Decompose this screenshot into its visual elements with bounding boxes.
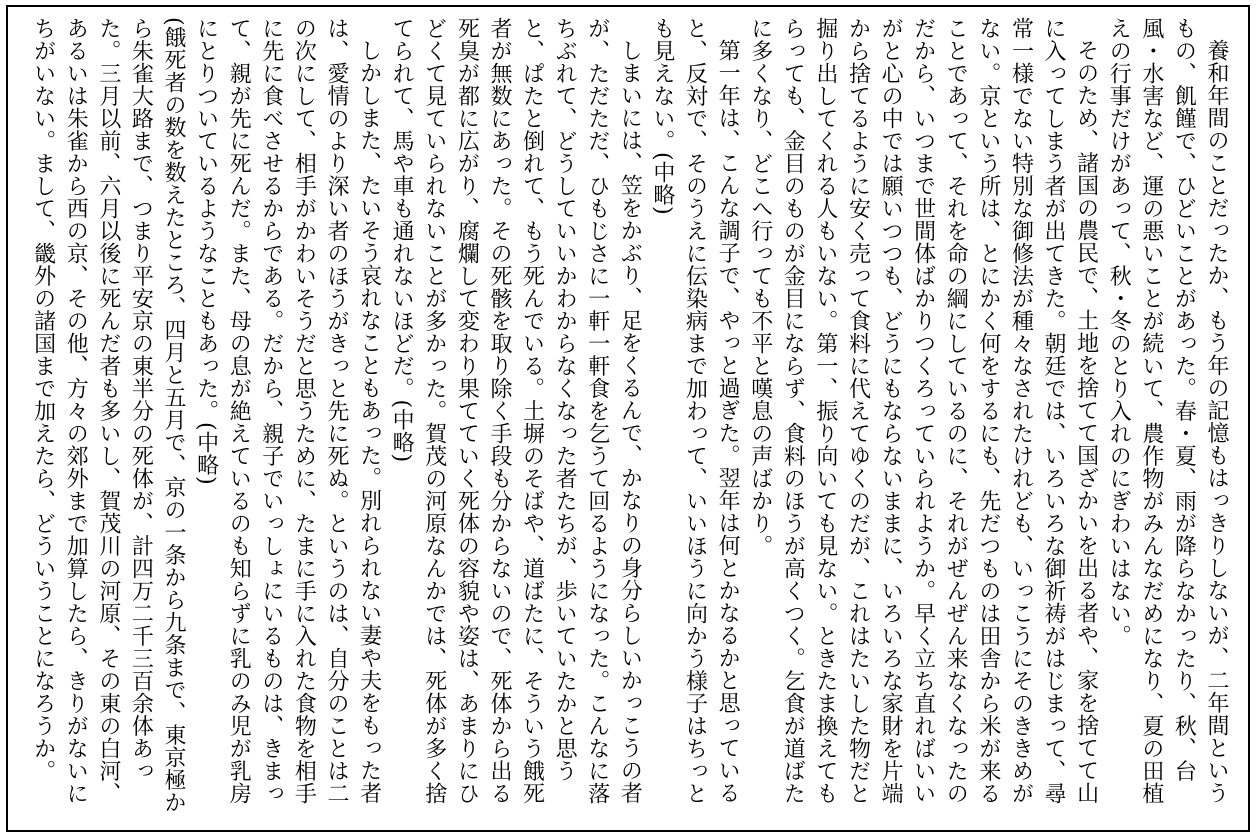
paragraph-5: しかしまた、たいそう哀れなこともあった。別れられない妻や夫をもった者は、愛情のより深い者のほうがきっと先に死ぬ。というのは、自分のことは二の次にして、相手がかわいそうだと思うために、たまに手に入れた食物を相手に先に食べさせるからである。だから、親子でいっしょにいるものは、きまって、親が先に死んだ。また、母の息が絶えているのも知らずに乳のみ児が乳房にとりついているようなこともあった。(中略): [193, 17, 382, 805]
paragraph-1: 養和年間のことだったか、もう年の記憶もはっきりしないが、二年間というもの、飢饉で、ひどいことがあった。春・夏、雨が降らなかったり、秋、台風・水害など、運の悪いことが続いて、農作物がみんなだめになり、夏の田植えの行事だけがあって、秋・冬のとり入れのにぎわいはない。: [1106, 17, 1229, 805]
paragraph-2: そのため、諸国の農民で、土地を捨てて国ざかいを出る者や、家を捨てて山に入ってしまう者が出てきた。朝廷では、いろいろな御祈祷がはじまって、尋常一様でない特別な御修法が種々なされたけれども、いっこうにそのききめがない。京という所は、とにかく何をするにも、先だつものは田舎から米が来ることであって、それを命の綱にしているのに、それがぜんぜん来なくなったのだから、いつまで世間体ばかりつくろっていられようか。早く立ち直ればいいがと心の中では願いつつも、どうにもならないままに、いろいろな家財を片端から捨てるように安く売って食料に代えてゆくのだが、これはたいした物だと掘り出してくれる人もいない。第一、振り向いても見ない。ときたま換えてもらっても、金目のものが金目にならず、食料のほうが高くつく。乞食が道ばたに多くなり、どこへ行っても不平と嘆息の声ばかり。: [747, 17, 1099, 805]
paragraph-4: しまいには、笠をかぶり、足をくるんで、かなりの身分らしいかっこうの者が、ただただ、ひもじさに一軒一軒食を乞うて回るようになった。こんなに落ちぶれて、どうしていいかわからなくなった者たちが、歩いていたかと思うと、ぱたと倒れて、もう死んでいる。土塀のそばや、道ばたに、そういう餓死者が無数にあった。その死骸を取り除く手段も分からないので、死体から出る死臭が都に広がり、腐爛して変わり果てていく死体の容貌や姿は、あまりにひどくて見ていられないことが多かった。賀茂の河原なんかでは、死体が多く捨てられて、馬や車も通れないほどだ。(中略): [389, 17, 643, 805]
document-page: [6, 5, 1250, 832]
paragraph-6: (餓死者の数を数えたところ、四月と五月で、京の一条から九条まで、東京極から朱雀大路まで、つまり平安京の東半分の死体が、計四万二千三百余体あった。三月以前、六月以後に死んだ者も多いし、賀茂川の河原、その東の白河、あるいは朱雀から西の京、その他、方々の郊外まで加算したら、きりがないにちがいない。まして、畿外の諸国まで加えたら、どういうことになろうか。: [30, 17, 186, 814]
vertical-text-body: [26, 17, 1232, 822]
paragraph-3: 第一年は、こんな調子で、やっと過ぎた。翌年は何とかなるかと思っていると、反対で、そのうえに伝染病まで加わって、いいほうに向かう様子はちっとも見えない。(中略): [649, 17, 741, 805]
